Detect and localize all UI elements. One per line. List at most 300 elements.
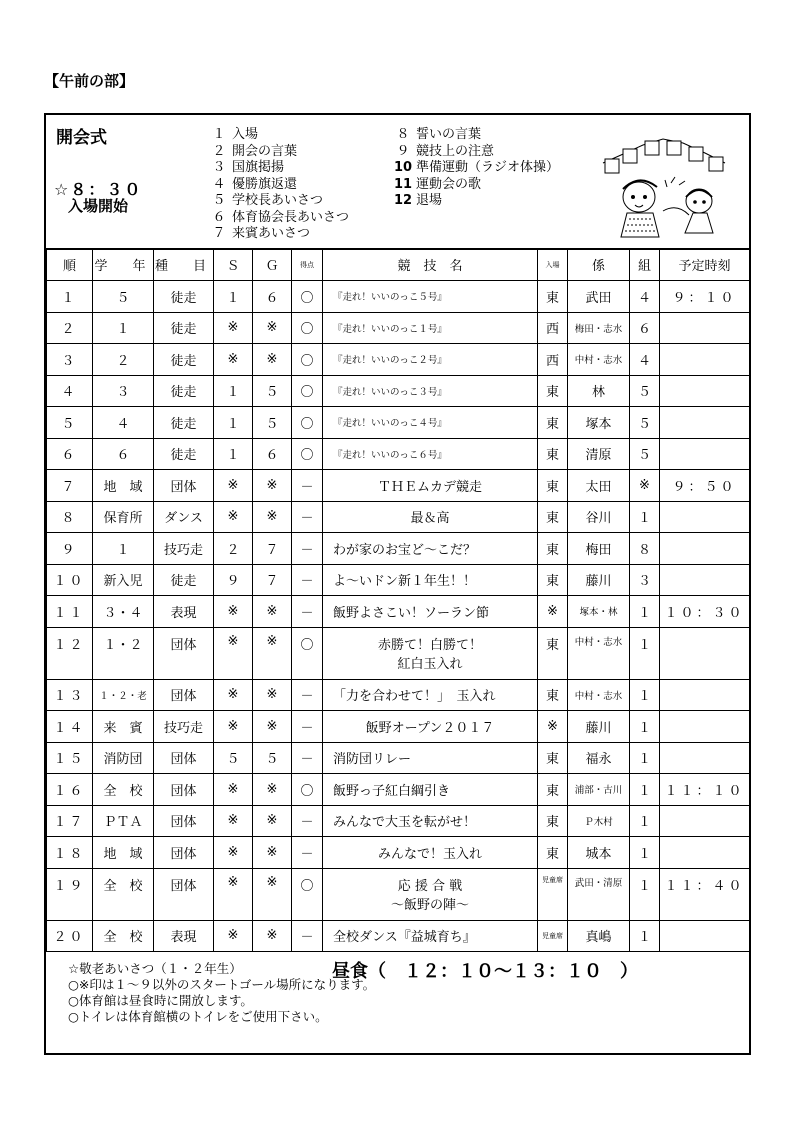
cell-group: １ [630, 920, 660, 952]
cell-goal: ※ [253, 470, 292, 502]
cell-group: １ [630, 679, 660, 711]
cell-goal: ※ [253, 774, 292, 806]
cell-goal: ※ [253, 627, 292, 679]
cell-scheduled-time [660, 805, 750, 837]
cell-start: ２ [214, 533, 253, 565]
cell-scheduled-time [660, 312, 750, 344]
cell-score: 〇 [292, 281, 323, 313]
cell-staff: 塚本・林 [568, 596, 630, 628]
ceremony-program-item [206, 177, 349, 194]
cell-goal: ※ [253, 920, 292, 952]
table-row [47, 407, 750, 439]
table-row [47, 375, 750, 407]
ceremony-time: ☆８：３０ [54, 180, 143, 199]
cell-event-name: 最＆高 [323, 501, 538, 533]
cell-start: ※ [214, 805, 253, 837]
section-title: 【午前の部】 [44, 72, 135, 90]
cell-score: － [292, 470, 323, 502]
cell-group: ６ [630, 312, 660, 344]
cell-group: １ [630, 868, 660, 920]
cell-category: 技巧走 [154, 711, 214, 743]
cell-order: １２ [47, 627, 93, 679]
table-row [47, 438, 750, 470]
cell-staff: 梅田 [568, 533, 630, 565]
cell-entry: ※ [538, 711, 568, 743]
cell-order: １１ [47, 596, 93, 628]
cell-category: 団体 [154, 868, 214, 920]
cell-grade: 全 校 [93, 920, 154, 952]
table-row [47, 679, 750, 711]
table-row [47, 711, 750, 743]
cell-category: 団体 [154, 805, 214, 837]
cell-scheduled-time [660, 407, 750, 439]
cell-start: ※ [214, 627, 253, 679]
table-row [47, 470, 750, 502]
cell-category: 徒走 [154, 438, 214, 470]
cell-goal: ※ [253, 868, 292, 920]
table-row [47, 344, 750, 376]
cell-start: ※ [214, 344, 253, 376]
cell-event-name: わが家のお宝ど～こだ？ [323, 533, 538, 565]
cell-score: － [292, 805, 323, 837]
cell-staff: 谷川 [568, 501, 630, 533]
cell-scheduled-time: ９：１０ [660, 281, 750, 313]
cell-group: １ [630, 711, 660, 743]
cell-scheduled-time [660, 837, 750, 869]
cell-scheduled-time: １０：３０ [660, 596, 750, 628]
cell-staff: 浦部・古川 [568, 774, 630, 806]
cell-group: １ [630, 596, 660, 628]
cell-category: 徒走 [154, 564, 214, 596]
cell-category: 団体 [154, 774, 214, 806]
ceremony-program-item [206, 210, 349, 227]
cell-category: 徒走 [154, 312, 214, 344]
cell-event-name: 飯野よさこい！ソーラン節 [323, 596, 538, 628]
program-number: ８ [396, 127, 410, 142]
cell-staff: 中村・志水 [568, 679, 630, 711]
cell-grade: 全 校 [93, 868, 154, 920]
cell-entry: ※ [538, 596, 568, 628]
cell-goal: ※ [253, 837, 292, 869]
cell-group: １ [630, 837, 660, 869]
program-number: 10 [393, 160, 413, 175]
cell-start: ※ [214, 837, 253, 869]
program-number: 11 [393, 176, 413, 192]
table-row [47, 627, 750, 679]
cell-scheduled-time [660, 679, 750, 711]
cell-group: １ [630, 627, 660, 679]
cell-goal: ５ [253, 407, 292, 439]
ceremony-title: 開会式 [56, 128, 107, 148]
cell-group: ５ [630, 375, 660, 407]
cell-scheduled-time [660, 711, 750, 743]
cell-grade: 来 賓 [93, 711, 154, 743]
ceremony-entry-label: 入場開始 [68, 197, 129, 215]
cell-group: ８ [630, 533, 660, 565]
cell-staff: 清原 [568, 438, 630, 470]
cell-staff: 林 [568, 375, 630, 407]
cell-category: 技巧走 [154, 533, 214, 565]
cell-event-name: ＴＨＥムカデ競走 [323, 470, 538, 502]
cell-start: ※ [214, 774, 253, 806]
cell-grade: 地 域 [93, 837, 154, 869]
table-row [47, 501, 750, 533]
program-number: ４ [212, 176, 226, 192]
cell-grade: １・２・老 [93, 679, 154, 711]
cell-score: － [292, 501, 323, 533]
cell-start: ５ [214, 742, 253, 774]
cell-entry: 西 [538, 344, 568, 376]
cell-staff: 福永 [568, 742, 630, 774]
cell-order: ７ [47, 470, 93, 502]
cell-group: １ [630, 805, 660, 837]
cell-entry: 東 [538, 501, 568, 533]
cell-entry: 東 [538, 564, 568, 596]
ceremony-program-item [390, 144, 559, 161]
cell-scheduled-time [660, 533, 750, 565]
cell-entry: 東 [538, 774, 568, 806]
cell-order: １３ [47, 679, 93, 711]
cell-score: － [292, 711, 323, 743]
cell-grade: １ [93, 533, 154, 565]
cell-order: １４ [47, 711, 93, 743]
program-number: 12 [393, 193, 413, 208]
table-row [47, 742, 750, 774]
cell-score: － [292, 920, 323, 952]
ceremony-program-left [206, 127, 349, 243]
ceremony-program-item [206, 160, 349, 177]
cell-grade: ２ [93, 344, 154, 376]
program-label: 運動会の歌 [416, 176, 482, 192]
table-row [47, 868, 750, 920]
cell-group: ４ [630, 344, 660, 376]
cell-event-name: 『走れ！いいのっこ２号』 [323, 344, 538, 376]
cell-goal: ７ [253, 564, 292, 596]
ceremony-program-item [390, 160, 559, 177]
cell-grade: ＰＴＡ [93, 805, 154, 837]
cell-grade: 保育所 [93, 501, 154, 533]
cell-goal: ※ [253, 805, 292, 837]
cell-score: 〇 [292, 312, 323, 344]
program-label: 退場 [416, 193, 443, 208]
program-label: 優勝旗返還 [232, 176, 298, 192]
cell-event-name: 『走れ！いいのっこ６号』 [323, 438, 538, 470]
cell-group: ３ [630, 564, 660, 596]
cell-scheduled-time [660, 438, 750, 470]
cell-scheduled-time [660, 742, 750, 774]
program-label: 競技上の注意 [416, 143, 495, 159]
ceremony-program-item [390, 193, 559, 210]
ceremony-program-item [206, 226, 349, 243]
cell-order: １７ [47, 805, 93, 837]
table-body [47, 281, 750, 952]
cell-grade: 消防団 [93, 742, 154, 774]
cell-event-name: みんなで！玉入れ [323, 837, 538, 869]
cell-staff: 中村・志水 [568, 627, 630, 679]
cell-entry: 東 [538, 627, 568, 679]
cell-staff: 中村・志水 [568, 344, 630, 376]
cell-start: １ [214, 438, 253, 470]
cell-group: ５ [630, 438, 660, 470]
header-goal: Ｇ [253, 249, 292, 281]
header-grade: 学 年 [93, 249, 154, 281]
cell-scheduled-time [660, 501, 750, 533]
cell-staff: 真嶋 [568, 920, 630, 952]
cell-staff: 塚本 [568, 407, 630, 439]
header-order: 順 [47, 249, 93, 281]
cell-category: 団体 [154, 837, 214, 869]
cell-score: 〇 [292, 868, 323, 920]
program-number: ９ [396, 143, 410, 159]
sports-day-illustration [601, 127, 727, 243]
header-score: 得点 [292, 249, 323, 281]
cell-start: ９ [214, 564, 253, 596]
table-row [47, 774, 750, 806]
cell-order: １８ [47, 837, 93, 869]
cell-event-name: 応 援 合 戦 ～飯野の陣～ [323, 868, 538, 920]
cell-staff: 藤川 [568, 711, 630, 743]
header-entry: 入場 [538, 249, 568, 281]
program-number: ３ [212, 160, 226, 175]
program-label: 入場 [232, 127, 259, 142]
cell-staff: 武田・清原 [568, 868, 630, 920]
cell-goal: ７ [253, 533, 292, 565]
cell-scheduled-time [660, 344, 750, 376]
note-item: ○体育館は昼食時に開放します。 [68, 993, 253, 1008]
cell-grade: ３・４ [93, 596, 154, 628]
cell-score: 〇 [292, 375, 323, 407]
lunch-time: 昼食（ １２：１０～１３：１０ ） [332, 961, 638, 982]
cell-grade: 全 校 [93, 774, 154, 806]
cell-goal: ※ [253, 312, 292, 344]
cell-scheduled-time: ９：５０ [660, 470, 750, 502]
cell-group: ５ [630, 407, 660, 439]
cell-event-name: みんなで大玉を転がせ！ [323, 805, 538, 837]
cell-order: １６ [47, 774, 93, 806]
cell-score: － [292, 596, 323, 628]
table-row [47, 281, 750, 313]
cell-goal: ５ [253, 375, 292, 407]
program-label: 国旗掲揚 [232, 160, 285, 175]
header-group: 組 [630, 249, 660, 281]
program-label: 誓いの言葉 [416, 127, 482, 142]
cell-goal: ※ [253, 711, 292, 743]
program-number: ５ [212, 193, 226, 208]
cell-score: 〇 [292, 438, 323, 470]
cell-scheduled-time [660, 375, 750, 407]
note-item: ☆敬老あいさつ（１・２年生） [68, 961, 242, 976]
ceremony-program-item [390, 127, 559, 144]
cell-goal: ※ [253, 679, 292, 711]
ceremony-program-item [206, 193, 349, 210]
program-number: ７ [212, 226, 226, 241]
cell-scheduled-time [660, 564, 750, 596]
cell-event-name: 消防団リレー [323, 742, 538, 774]
cell-start: ※ [214, 920, 253, 952]
table-row [47, 837, 750, 869]
cell-staff: 藤川 [568, 564, 630, 596]
cell-order: ２ [47, 312, 93, 344]
cell-grade: ６ [93, 438, 154, 470]
cell-order: ８ [47, 501, 93, 533]
cell-staff: 武田 [568, 281, 630, 313]
cell-start: ※ [214, 868, 253, 920]
cell-goal: ６ [253, 281, 292, 313]
cell-score: 〇 [292, 627, 323, 679]
cell-entry: 東 [538, 470, 568, 502]
cell-score: － [292, 742, 323, 774]
cell-event-name: 「力を合わせて！」 玉入れ [323, 679, 538, 711]
cell-event-name: よ～いドン新１年生！！ [323, 564, 538, 596]
cell-start: ※ [214, 679, 253, 711]
cell-entry: 東 [538, 742, 568, 774]
cell-start: ※ [214, 501, 253, 533]
cell-score: 〇 [292, 407, 323, 439]
cell-score: 〇 [292, 774, 323, 806]
cell-goal: ※ [253, 596, 292, 628]
cell-event-name: 『走れ！いいのっこ１号』 [323, 312, 538, 344]
cell-staff: 梅田・志水 [568, 312, 630, 344]
cell-order: １０ [47, 564, 93, 596]
cell-grade: １ [93, 312, 154, 344]
table-row [47, 312, 750, 344]
cell-entry: 東 [538, 407, 568, 439]
header-scheduled-time: 予定時刻 [660, 249, 750, 281]
table-row [47, 596, 750, 628]
cell-entry: 児童席 [538, 868, 568, 920]
cell-event-name: 全校ダンス『益城育ち』 [323, 920, 538, 952]
cell-entry: 東 [538, 837, 568, 869]
cell-start: １ [214, 407, 253, 439]
ceremony-program-item [390, 177, 559, 194]
cell-group: １ [630, 501, 660, 533]
cell-category: 団体 [154, 742, 214, 774]
ceremony-program-item [206, 144, 349, 161]
schedule-frame [44, 113, 751, 1055]
cell-start: １ [214, 375, 253, 407]
cell-group: ４ [630, 281, 660, 313]
cell-grade: 新入児 [93, 564, 154, 596]
cell-category: 表現 [154, 920, 214, 952]
cell-order: １５ [47, 742, 93, 774]
note-item: ○※印は１～９以外のスタートゴール場所になります。 [68, 977, 376, 992]
cell-order: ６ [47, 438, 93, 470]
cell-entry: 東 [538, 533, 568, 565]
cell-score: － [292, 533, 323, 565]
ceremony-program-right [390, 127, 559, 210]
ceremony-program-item [206, 127, 349, 144]
header-event-name: 競 技 名 [323, 249, 538, 281]
note-item: ○トイレは体育館横のトイレをご使用下さい。 [68, 1009, 328, 1024]
cell-start: ※ [214, 596, 253, 628]
cell-grade: ５ [93, 281, 154, 313]
cell-category: 徒走 [154, 407, 214, 439]
cell-goal: ６ [253, 438, 292, 470]
cell-entry: 東 [538, 375, 568, 407]
header-category: 種 目 [154, 249, 214, 281]
cell-order: １９ [47, 868, 93, 920]
table-header-row [47, 249, 750, 281]
program-label: 準備運動（ラジオ体操） [416, 160, 560, 175]
cell-score: － [292, 564, 323, 596]
events-table [46, 248, 750, 952]
cell-scheduled-time: １１：１０ [660, 774, 750, 806]
program-label: 体育協会長あいさつ [232, 209, 350, 225]
header-start: Ｓ [214, 249, 253, 281]
cell-order: ３ [47, 344, 93, 376]
cell-staff: 城本 [568, 837, 630, 869]
cell-group: ※ [630, 470, 660, 502]
cell-category: 団体 [154, 470, 214, 502]
cell-category: ダンス [154, 501, 214, 533]
cell-score: － [292, 679, 323, 711]
table-row [47, 564, 750, 596]
header-staff: 係 [568, 249, 630, 281]
cell-entry: 東 [538, 281, 568, 313]
cell-grade: ４ [93, 407, 154, 439]
notes-list [68, 961, 375, 1025]
cell-start: ※ [214, 312, 253, 344]
cell-event-name: 『走れ！いいのっこ３号』 [323, 375, 538, 407]
program-label: 開会の言葉 [232, 143, 298, 159]
cell-goal: ５ [253, 742, 292, 774]
cell-entry: 東 [538, 438, 568, 470]
cell-scheduled-time: １１：４０ [660, 868, 750, 920]
cell-entry: 西 [538, 312, 568, 344]
cell-grade: １・２ [93, 627, 154, 679]
cell-order: ５ [47, 407, 93, 439]
cell-event-name: 『走れ！いいのっこ５号』 [323, 281, 538, 313]
program-label: 来賓あいさつ [232, 226, 311, 241]
cell-event-name: 『走れ！いいのっこ４号』 [323, 407, 538, 439]
cell-staff: 太田 [568, 470, 630, 502]
cell-group: １ [630, 742, 660, 774]
cell-category: 団体 [154, 627, 214, 679]
program-number: ２ [212, 143, 226, 159]
cell-category: 徒走 [154, 281, 214, 313]
cell-start: １ [214, 281, 253, 313]
cell-category: 表現 [154, 596, 214, 628]
cell-order: ９ [47, 533, 93, 565]
footer-notes [46, 937, 749, 1053]
cell-goal: ※ [253, 344, 292, 376]
cell-score: 〇 [292, 344, 323, 376]
cell-grade: ３ [93, 375, 154, 407]
cell-entry: 東 [538, 679, 568, 711]
cell-score: － [292, 837, 323, 869]
cell-grade: 地 域 [93, 470, 154, 502]
cell-category: 団体 [154, 679, 214, 711]
opening-ceremony-box [46, 115, 749, 250]
cell-order: １ [47, 281, 93, 313]
cell-start: ※ [214, 470, 253, 502]
cell-entry: 東 [538, 805, 568, 837]
cell-event-name: 飯野っ子紅白綱引き [323, 774, 538, 806]
cell-category: 徒走 [154, 344, 214, 376]
cell-order: ２０ [47, 920, 93, 952]
cell-group: １ [630, 774, 660, 806]
program-number: １ [212, 127, 226, 142]
cell-event-name: 赤勝て！白勝て！ 紅白玉入れ [323, 627, 538, 679]
cell-staff: Ｐ木村 [568, 805, 630, 837]
cell-category: 徒走 [154, 375, 214, 407]
cell-start: ※ [214, 711, 253, 743]
cell-goal: ※ [253, 501, 292, 533]
cell-entry: 児童席 [538, 920, 568, 952]
cell-event-name: 飯野オープン２０１７ [323, 711, 538, 743]
cell-order: ４ [47, 375, 93, 407]
program-label: 学校長あいさつ [232, 193, 324, 208]
